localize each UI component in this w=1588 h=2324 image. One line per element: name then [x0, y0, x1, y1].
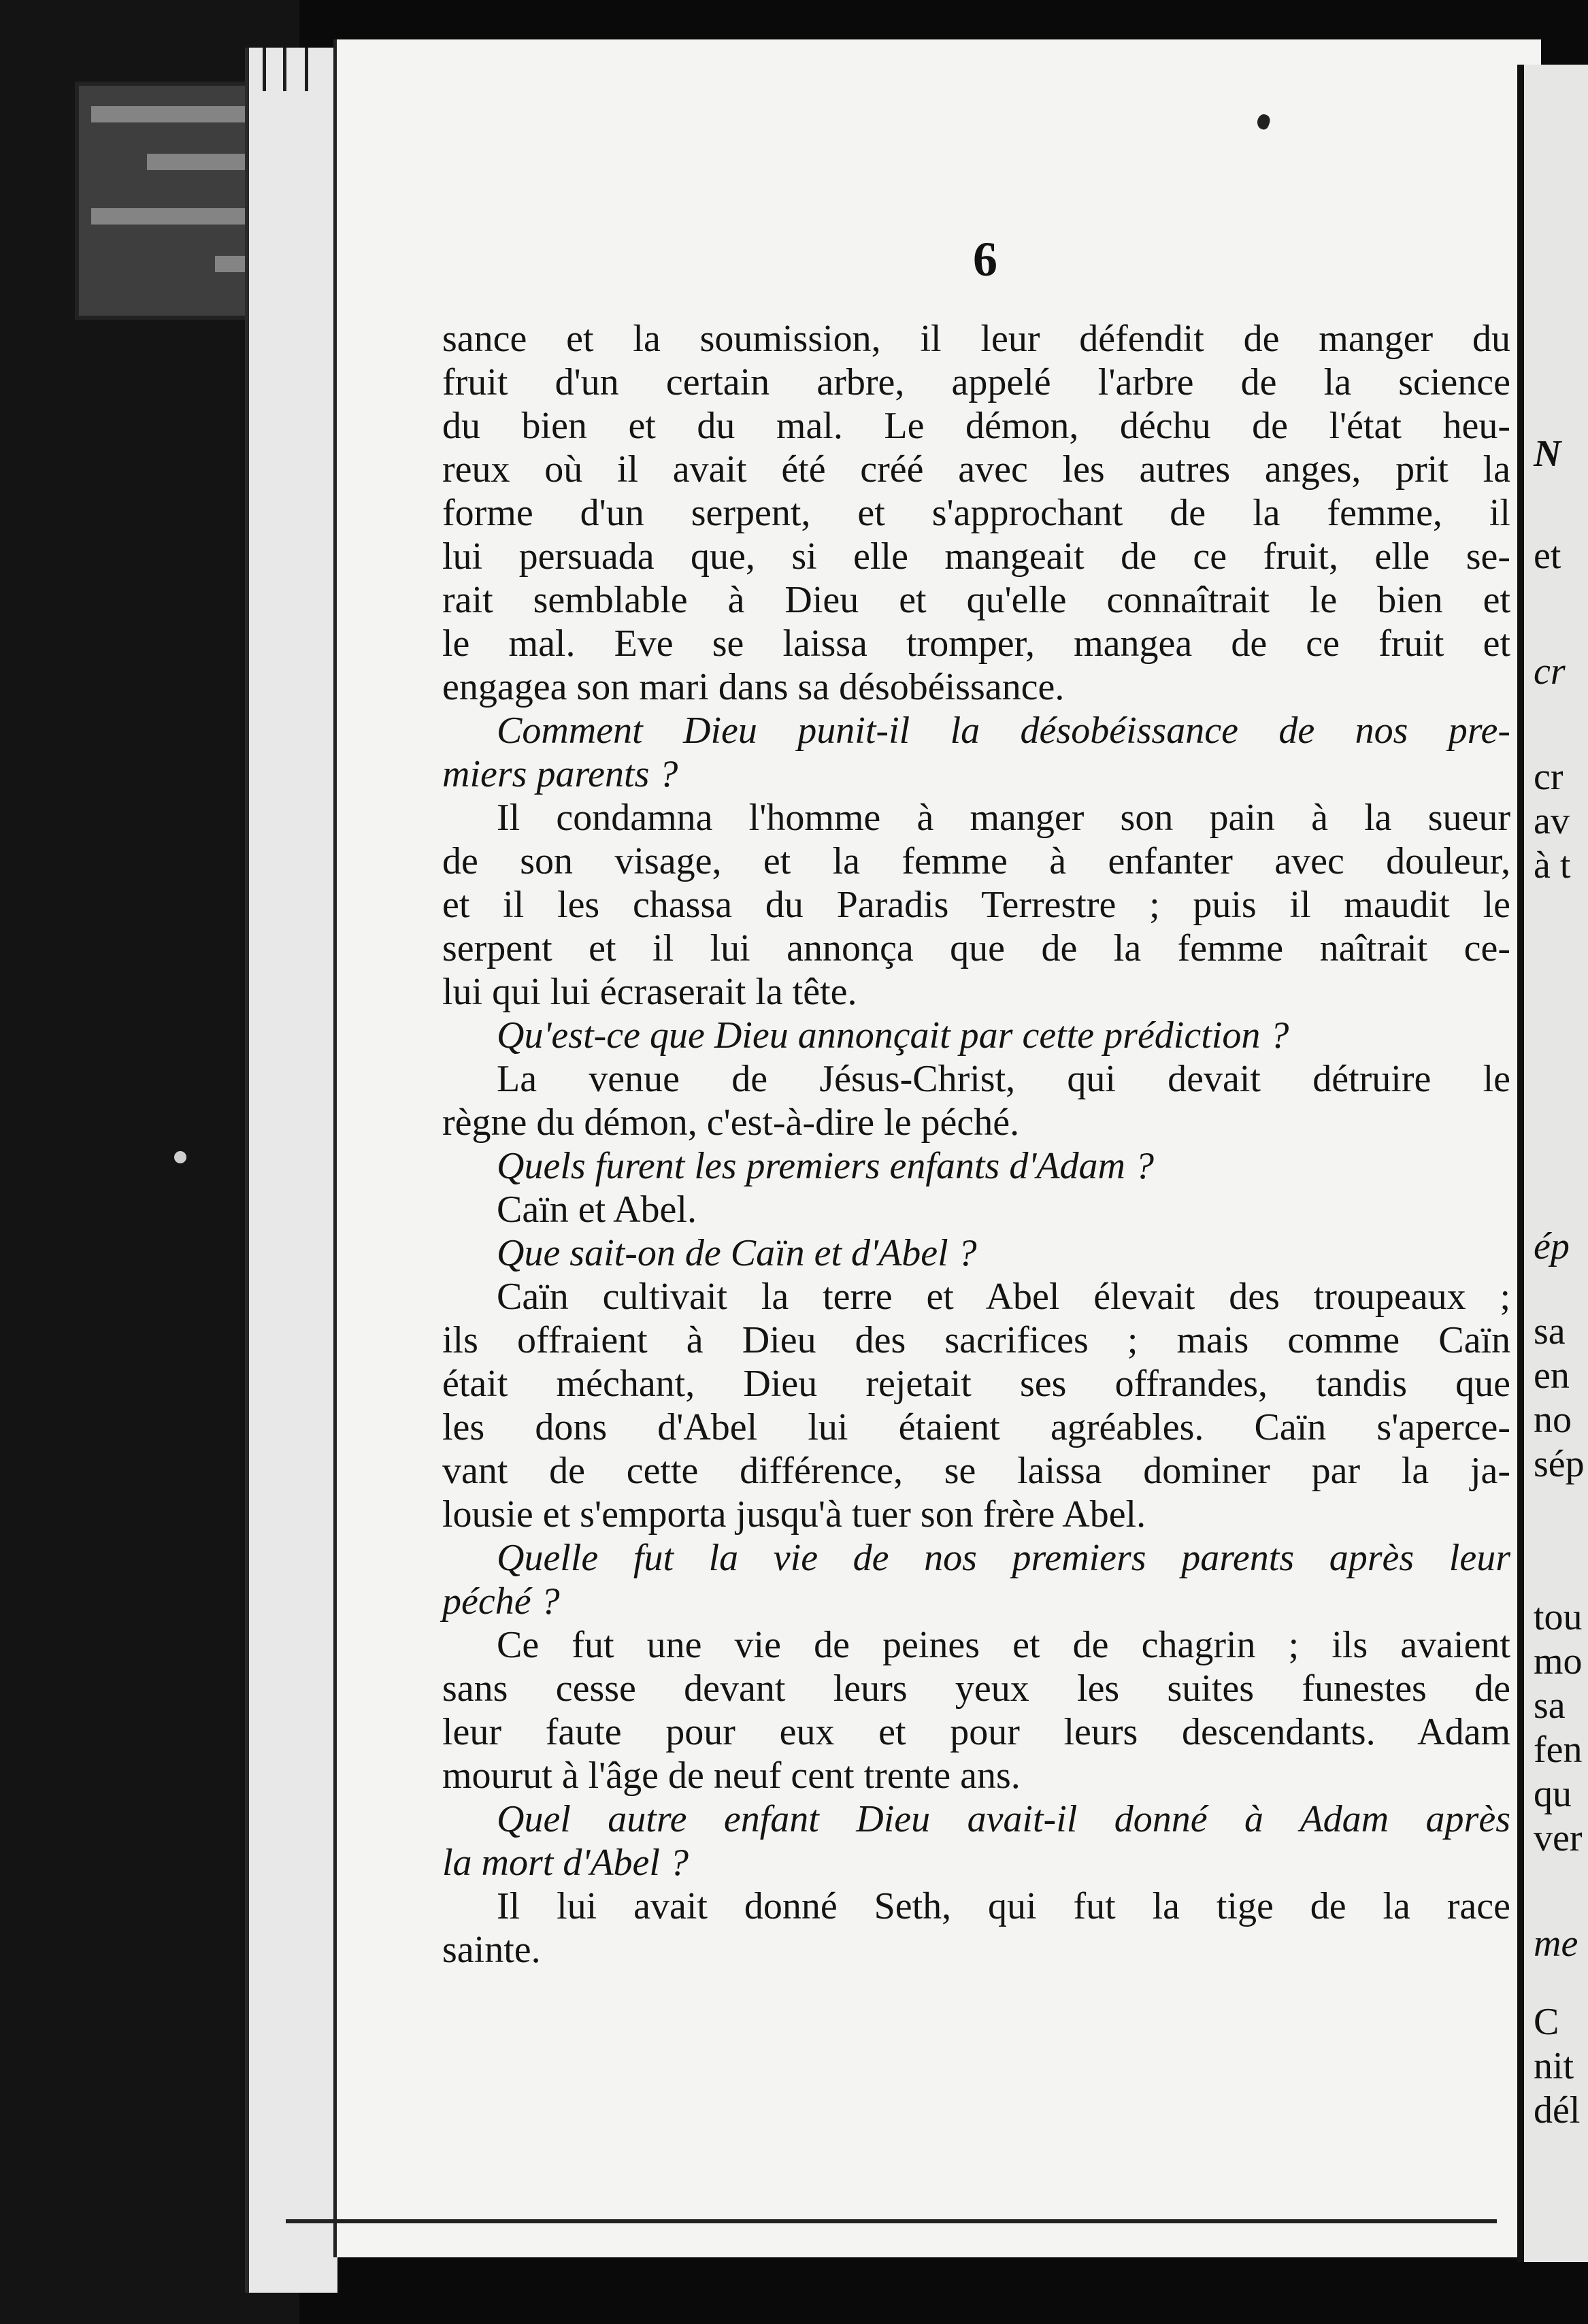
body-text-line: de son visage, et la femme à enfanter avec douleur, — [442, 840, 1510, 882]
body-text-line: Il condamna l'homme à manger son pain à la sueur — [497, 797, 1510, 839]
adjacent-fragment: N — [1534, 433, 1561, 475]
adjacent-fragment: tou — [1534, 1596, 1583, 1638]
catechism-question-line: la mort d'Abel ? — [442, 1842, 689, 1884]
body-text-line: engagea son mari dans sa désobéissance. — [442, 666, 1065, 708]
ink-dot — [174, 1151, 186, 1163]
adjacent-fragment: et — [1534, 535, 1561, 577]
adjacent-fragment: mo — [1534, 1640, 1583, 1682]
adjacent-fragment: av — [1534, 800, 1570, 842]
catechism-question-line: Que sait-on de Caïn et d'Abel ? — [497, 1232, 977, 1274]
catechism-question-line: Quels furent les premiers enfants d'Adam ? — [497, 1145, 1154, 1187]
body-text-line: vant de cette différence, se laissa dominer par la ja- — [442, 1450, 1510, 1492]
adjacent-fragment: ver — [1534, 1817, 1583, 1859]
adjacent-fragment: me — [1534, 1923, 1578, 1965]
body-text-line: Caïn et Abel. — [497, 1189, 697, 1231]
page-stack-edge — [245, 48, 337, 2293]
adjacent-fragment: C — [1534, 2001, 1559, 2043]
adjacent-fragment: qu — [1534, 1773, 1572, 1815]
catechism-question-line: miers parents ? — [442, 753, 678, 795]
adjacent-fragment: en — [1534, 1355, 1570, 1397]
adjacent-fragment: à t — [1534, 844, 1571, 886]
adjacent-fragment: ép — [1534, 1225, 1570, 1267]
body-text-line: La venue de Jésus-Christ, qui devait détruire le — [497, 1058, 1510, 1100]
body-text-line: du bien et du mal. Le démon, déchu de l'état heu- — [442, 405, 1510, 447]
body-text-line: fruit d'un certain arbre, appelé l'arbre de la science — [442, 361, 1510, 403]
adjacent-fragment: nit — [1534, 2045, 1574, 2087]
body-text-line: lui qui lui écraserait la tête. — [442, 971, 857, 1013]
body-text-line: leur faute pour eux et pour leurs descendants. Adam — [442, 1711, 1510, 1753]
adjacent-fragment: sa — [1534, 1684, 1566, 1727]
body-text-line: mourut à l'âge de neuf cent trente ans. — [442, 1755, 1021, 1797]
adjacent-fragment: dél — [1534, 2089, 1581, 2131]
page-body-text — [442, 317, 1510, 1972]
adjacent-fragment: sép — [1534, 1443, 1585, 1485]
body-text-line: le mal. Eve se laissa tromper, mangea de ce fruit et — [442, 622, 1510, 665]
body-text-line: les dons d'Abel lui étaient agréables. Caïn s'aperce- — [442, 1406, 1510, 1448]
adjacent-fragment: cr — [1534, 650, 1566, 693]
body-text-line: reux où il avait été créé avec les autres anges, prit la — [442, 448, 1510, 491]
adjacent-page-strip — [1517, 65, 1588, 2262]
catechism-question-line: péché ? — [442, 1580, 560, 1623]
catechism-question-line: Quelle fut la vie de nos premiers parents après leur — [497, 1537, 1510, 1579]
body-text-line: ils offraient à Dieu des sacrifices ; mais comme Caïn — [442, 1319, 1510, 1361]
body-text-line: Ce fut une vie de peines et de chagrin ; ils avaient — [497, 1624, 1510, 1666]
body-text-line: sance et la soumission, il leur défendit de manger du — [442, 318, 1510, 360]
library-label-stamp — [75, 82, 272, 320]
body-text-line: était méchant, Dieu rejetait ses offrandes, tandis que — [442, 1363, 1510, 1405]
body-text-line: sainte. — [442, 1929, 541, 1971]
catechism-question-line: Comment Dieu punit-il la désobéissance de nos pre- — [497, 710, 1510, 752]
body-text-line: lousie et s'emporta jusqu'à tuer son frère Abel. — [442, 1493, 1146, 1536]
adjacent-fragment: sa — [1534, 1310, 1566, 1352]
adjacent-fragment: fen — [1534, 1729, 1583, 1771]
catechism-question-line: Quel autre enfant Dieu avait-il donné à Adam après — [497, 1798, 1510, 1840]
body-text-line: lui persuada que, si elle mangeait de ce fruit, elle se- — [442, 535, 1510, 578]
body-text-line: sans cesse devant leurs yeux les suites funestes de — [442, 1667, 1510, 1710]
body-text-line: Caïn cultivait la terre et Abel élevait des troupeaux ; — [497, 1276, 1510, 1318]
adjacent-fragment: cr — [1534, 756, 1564, 798]
body-text-line: serpent et il lui annonça que de la femme naîtrait ce- — [442, 927, 1510, 969]
catechism-question-line: Qu'est-ce que Dieu annonçait par cette prédiction ? — [497, 1014, 1289, 1057]
body-text-line: rait semblable à Dieu et qu'elle connaîtrait le bien et — [442, 579, 1510, 621]
body-text-line: et il les chassa du Paradis Terrestre ; puis il maudit le — [442, 884, 1510, 926]
page-number: 6 — [973, 232, 997, 286]
body-text-line: règne du démon, c'est-à-dire le péché. — [442, 1101, 1020, 1144]
body-text-line: forme d'un serpent, et s'approchant de la femme, il — [442, 492, 1510, 534]
page-bottom-edge — [286, 2219, 1497, 2223]
adjacent-fragment: no — [1534, 1399, 1572, 1441]
body-text-line: Il lui avait donné Seth, qui fut la tige de la race — [497, 1885, 1510, 1927]
